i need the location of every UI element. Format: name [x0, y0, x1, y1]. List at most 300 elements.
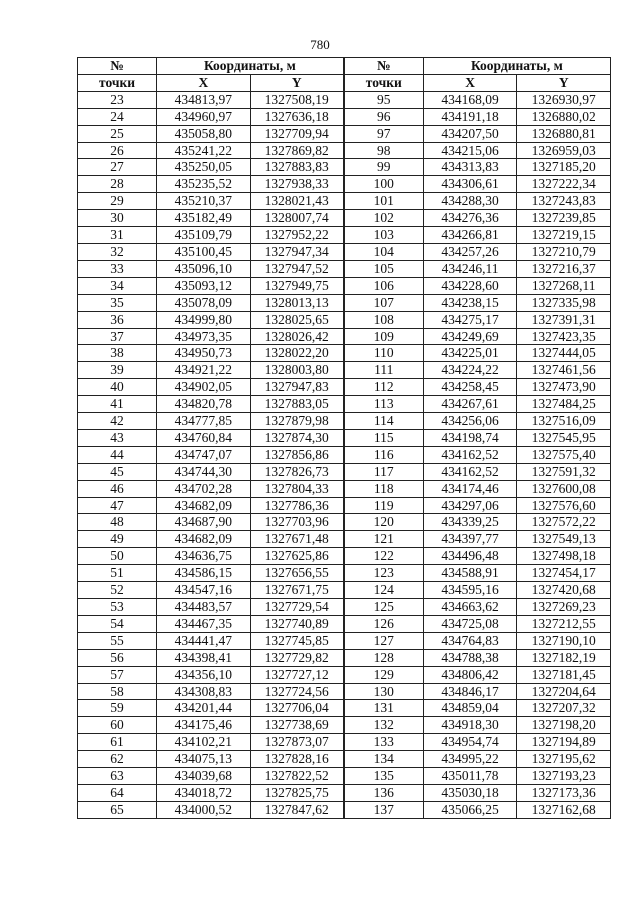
point-number-left: 32 — [78, 243, 157, 260]
point-number-right: 117 — [344, 463, 424, 480]
x-right: 434207,50 — [423, 125, 517, 142]
point-number-left: 41 — [78, 396, 157, 413]
point-number-right: 122 — [344, 548, 424, 565]
y-left: 1327727,12 — [250, 666, 344, 683]
y-left: 1327947,52 — [250, 260, 344, 277]
point-number-left: 46 — [78, 480, 157, 497]
x-right: 434297,06 — [423, 497, 517, 514]
point-number-header-right: № — [344, 58, 424, 75]
x-left: 434921,22 — [157, 362, 251, 379]
table-header-row — [78, 58, 611, 75]
table-row — [78, 531, 611, 548]
y-left: 1327822,52 — [250, 768, 344, 785]
y-left: 1327874,30 — [250, 429, 344, 446]
y-left: 1327826,73 — [250, 463, 344, 480]
x-left: 434483,57 — [157, 599, 251, 616]
y-left: 1327656,55 — [250, 565, 344, 582]
point-number-left: 42 — [78, 413, 157, 430]
x-left: 434950,73 — [157, 345, 251, 362]
point-number-left: 61 — [78, 734, 157, 751]
y-left: 1327879,98 — [250, 413, 344, 430]
table-row — [78, 734, 611, 751]
x-right: 434954,74 — [423, 734, 517, 751]
point-number-left: 55 — [78, 632, 157, 649]
y-left: 1327856,86 — [250, 446, 344, 463]
y-right: 1327239,85 — [517, 210, 611, 227]
y-right: 1327269,23 — [517, 599, 611, 616]
point-number-right: 115 — [344, 429, 424, 446]
x-left: 434973,35 — [157, 328, 251, 345]
y-left: 1327873,07 — [250, 734, 344, 751]
table-row — [78, 784, 611, 801]
x-left: 434702,28 — [157, 480, 251, 497]
x-left: 434813,97 — [157, 91, 251, 108]
x-left: 434636,75 — [157, 548, 251, 565]
y-right: 1326959,03 — [517, 142, 611, 159]
table-row — [78, 446, 611, 463]
y-header-right: Y — [517, 74, 611, 91]
table-row — [78, 599, 611, 616]
point-number-left: 33 — [78, 260, 157, 277]
point-number-left: 47 — [78, 497, 157, 514]
point-number-left: 57 — [78, 666, 157, 683]
table-row — [78, 514, 611, 531]
x-right: 434215,06 — [423, 142, 517, 159]
x-right: 434162,52 — [423, 463, 517, 480]
point-number-left: 23 — [78, 91, 157, 108]
x-left: 434308,83 — [157, 683, 251, 700]
y-right: 1327516,09 — [517, 413, 611, 430]
y-right: 1327185,20 — [517, 159, 611, 176]
point-number-right: 108 — [344, 311, 424, 328]
table-row — [78, 193, 611, 210]
y-right: 1327198,20 — [517, 717, 611, 734]
point-number-left: 27 — [78, 159, 157, 176]
y-right: 1327575,40 — [517, 446, 611, 463]
point-number-left: 63 — [78, 768, 157, 785]
x-right: 434228,60 — [423, 277, 517, 294]
y-right: 1327195,62 — [517, 751, 611, 768]
x-right: 434306,61 — [423, 176, 517, 193]
x-right: 434275,17 — [423, 311, 517, 328]
point-number-right: 109 — [344, 328, 424, 345]
point-number-right: 136 — [344, 784, 424, 801]
point-label-right: точки — [344, 74, 424, 91]
y-left: 1327636,18 — [250, 108, 344, 125]
y-right: 1327268,11 — [517, 277, 611, 294]
table-row — [78, 362, 611, 379]
x-right: 434198,74 — [423, 429, 517, 446]
point-number-left: 65 — [78, 801, 157, 818]
table-row — [78, 227, 611, 244]
x-right: 434224,22 — [423, 362, 517, 379]
y-left: 1327804,33 — [250, 480, 344, 497]
y-left: 1327738,69 — [250, 717, 344, 734]
point-number-right: 121 — [344, 531, 424, 548]
y-right: 1327572,22 — [517, 514, 611, 531]
table-row — [78, 311, 611, 328]
x-right: 434846,17 — [423, 683, 517, 700]
point-number-right: 125 — [344, 599, 424, 616]
x-right: 434266,81 — [423, 227, 517, 244]
table-row — [78, 277, 611, 294]
y-right: 1327162,68 — [517, 801, 611, 818]
y-left: 1327671,48 — [250, 531, 344, 548]
x-right: 434225,01 — [423, 345, 517, 362]
x-right: 434258,45 — [423, 379, 517, 396]
point-number-left: 62 — [78, 751, 157, 768]
point-number-left: 37 — [78, 328, 157, 345]
x-left: 434201,44 — [157, 700, 251, 717]
y-left: 1327625,86 — [250, 548, 344, 565]
y-left: 1327671,75 — [250, 582, 344, 599]
x-left: 435078,09 — [157, 294, 251, 311]
y-left: 1328021,43 — [250, 193, 344, 210]
point-number-right: 124 — [344, 582, 424, 599]
y-right: 1326880,81 — [517, 125, 611, 142]
y-left: 1327947,83 — [250, 379, 344, 396]
x-left: 434398,41 — [157, 649, 251, 666]
point-number-left: 51 — [78, 565, 157, 582]
x-left: 435241,22 — [157, 142, 251, 159]
y-left: 1327729,82 — [250, 649, 344, 666]
x-left: 435250,05 — [157, 159, 251, 176]
x-left: 434902,05 — [157, 379, 251, 396]
x-left: 434441,47 — [157, 632, 251, 649]
y-right: 1326930,97 — [517, 91, 611, 108]
point-number-right: 126 — [344, 615, 424, 632]
y-left: 1327947,34 — [250, 243, 344, 260]
point-number-right: 135 — [344, 768, 424, 785]
y-left: 1327729,54 — [250, 599, 344, 616]
x-right: 434339,25 — [423, 514, 517, 531]
table-row — [78, 210, 611, 227]
point-number-left: 59 — [78, 700, 157, 717]
y-right: 1327190,10 — [517, 632, 611, 649]
point-number-right: 133 — [344, 734, 424, 751]
point-number-right: 97 — [344, 125, 424, 142]
x-right: 434397,77 — [423, 531, 517, 548]
table-row — [78, 717, 611, 734]
x-right: 435030,18 — [423, 784, 517, 801]
table-row — [78, 700, 611, 717]
point-label-left: точки — [78, 74, 157, 91]
x-right: 434595,16 — [423, 582, 517, 599]
table-row — [78, 108, 611, 125]
x-left: 435182,49 — [157, 210, 251, 227]
point-number-right: 130 — [344, 683, 424, 700]
x-right: 434725,08 — [423, 615, 517, 632]
point-number-left: 24 — [78, 108, 157, 125]
x-left: 434547,16 — [157, 582, 251, 599]
x-right: 434313,83 — [423, 159, 517, 176]
table-row — [78, 294, 611, 311]
y-left: 1327869,82 — [250, 142, 344, 159]
x-left: 434075,13 — [157, 751, 251, 768]
point-number-left: 54 — [78, 615, 157, 632]
x-right: 434288,30 — [423, 193, 517, 210]
y-right: 1327181,45 — [517, 666, 611, 683]
point-number-right: 110 — [344, 345, 424, 362]
point-number-right: 111 — [344, 362, 424, 379]
y-left: 1327724,56 — [250, 683, 344, 700]
y-left: 1328026,42 — [250, 328, 344, 345]
y-left: 1327938,33 — [250, 176, 344, 193]
point-number-right: 96 — [344, 108, 424, 125]
point-number-right: 132 — [344, 717, 424, 734]
point-number-left: 35 — [78, 294, 157, 311]
x-left: 434960,97 — [157, 108, 251, 125]
coordinates-header-right: Координаты, м — [423, 58, 610, 75]
point-number-right: 137 — [344, 801, 424, 818]
x-left: 435235,52 — [157, 176, 251, 193]
x-right: 434256,06 — [423, 413, 517, 430]
x-left: 435058,80 — [157, 125, 251, 142]
x-left: 434687,90 — [157, 514, 251, 531]
point-number-right: 101 — [344, 193, 424, 210]
y-left: 1327847,62 — [250, 801, 344, 818]
x-right: 434191,18 — [423, 108, 517, 125]
y-right: 1327484,25 — [517, 396, 611, 413]
y-right: 1327461,56 — [517, 362, 611, 379]
table-row — [78, 649, 611, 666]
table-row — [78, 632, 611, 649]
point-number-left: 50 — [78, 548, 157, 565]
x-right: 434859,04 — [423, 700, 517, 717]
y-right: 1327216,37 — [517, 260, 611, 277]
point-number-right: 129 — [344, 666, 424, 683]
point-number-left: 52 — [78, 582, 157, 599]
table-subheader-row — [78, 74, 611, 91]
point-number-left: 56 — [78, 649, 157, 666]
table-row — [78, 345, 611, 362]
y-right: 1327222,34 — [517, 176, 611, 193]
x-right: 434764,83 — [423, 632, 517, 649]
point-number-left: 30 — [78, 210, 157, 227]
coordinates-table — [77, 57, 611, 819]
point-number-left: 43 — [78, 429, 157, 446]
y-left: 1327828,16 — [250, 751, 344, 768]
x-right: 434806,42 — [423, 666, 517, 683]
table-row — [78, 615, 611, 632]
x-left: 435093,12 — [157, 277, 251, 294]
point-number-right: 128 — [344, 649, 424, 666]
y-header-left: Y — [250, 74, 344, 91]
x-right: 434168,09 — [423, 91, 517, 108]
y-right: 1327420,68 — [517, 582, 611, 599]
x-right: 434238,15 — [423, 294, 517, 311]
y-right: 1327454,17 — [517, 565, 611, 582]
y-right: 1327423,35 — [517, 328, 611, 345]
y-right: 1327207,32 — [517, 700, 611, 717]
y-right: 1327391,31 — [517, 311, 611, 328]
y-right: 1327444,05 — [517, 345, 611, 362]
x-right: 434788,38 — [423, 649, 517, 666]
x-right: 434257,26 — [423, 243, 517, 260]
table-row — [78, 142, 611, 159]
x-header-left: X — [157, 74, 251, 91]
point-number-right: 120 — [344, 514, 424, 531]
y-left: 1328013,13 — [250, 294, 344, 311]
x-left: 434102,21 — [157, 734, 251, 751]
point-number-left: 53 — [78, 599, 157, 616]
table-row — [78, 260, 611, 277]
table-row — [78, 396, 611, 413]
y-right: 1327219,15 — [517, 227, 611, 244]
y-right: 1327576,60 — [517, 497, 611, 514]
point-number-right: 104 — [344, 243, 424, 260]
point-number-left: 34 — [78, 277, 157, 294]
x-left: 434356,10 — [157, 666, 251, 683]
x-left: 435100,45 — [157, 243, 251, 260]
y-right: 1327600,08 — [517, 480, 611, 497]
point-number-right: 131 — [344, 700, 424, 717]
y-left: 1328025,65 — [250, 311, 344, 328]
table-row — [78, 176, 611, 193]
y-right: 1327243,83 — [517, 193, 611, 210]
y-right: 1327193,23 — [517, 768, 611, 785]
x-left: 434760,84 — [157, 429, 251, 446]
point-number-left: 60 — [78, 717, 157, 734]
table-row — [78, 801, 611, 818]
table-row — [78, 565, 611, 582]
page-number: 780 — [310, 37, 330, 52]
x-right: 434174,46 — [423, 480, 517, 497]
point-number-left: 48 — [78, 514, 157, 531]
x-left: 435210,37 — [157, 193, 251, 210]
y-left: 1327883,83 — [250, 159, 344, 176]
y-right: 1327194,89 — [517, 734, 611, 751]
x-left: 434467,35 — [157, 615, 251, 632]
point-number-right: 105 — [344, 260, 424, 277]
x-right: 434663,62 — [423, 599, 517, 616]
table-row — [78, 683, 611, 700]
y-right: 1327549,13 — [517, 531, 611, 548]
y-right: 1327210,79 — [517, 243, 611, 260]
x-right: 434162,52 — [423, 446, 517, 463]
table-row — [78, 91, 611, 108]
x-right: 434496,48 — [423, 548, 517, 565]
table-row — [78, 243, 611, 260]
point-number-left: 64 — [78, 784, 157, 801]
table-row — [78, 582, 611, 599]
y-right: 1327498,18 — [517, 548, 611, 565]
table-row — [78, 328, 611, 345]
x-left: 434820,78 — [157, 396, 251, 413]
point-number-right: 102 — [344, 210, 424, 227]
x-left: 434000,52 — [157, 801, 251, 818]
x-left: 434018,72 — [157, 784, 251, 801]
table-body — [78, 91, 611, 818]
y-right: 1327204,64 — [517, 683, 611, 700]
point-number-left: 49 — [78, 531, 157, 548]
table-row — [78, 379, 611, 396]
table-row — [78, 413, 611, 430]
x-left: 434747,07 — [157, 446, 251, 463]
table-row — [78, 497, 611, 514]
y-right: 1327182,19 — [517, 649, 611, 666]
point-number-right: 100 — [344, 176, 424, 193]
y-right: 1327173,36 — [517, 784, 611, 801]
y-left: 1327883,05 — [250, 396, 344, 413]
x-right: 434995,22 — [423, 751, 517, 768]
y-left: 1328003,80 — [250, 362, 344, 379]
point-number-left: 38 — [78, 345, 157, 362]
y-left: 1328007,74 — [250, 210, 344, 227]
point-number-right: 103 — [344, 227, 424, 244]
point-number-right: 112 — [344, 379, 424, 396]
point-number-right: 99 — [344, 159, 424, 176]
x-left: 434586,15 — [157, 565, 251, 582]
point-number-right: 114 — [344, 413, 424, 430]
x-right: 434249,69 — [423, 328, 517, 345]
y-right: 1327212,55 — [517, 615, 611, 632]
y-left: 1327825,75 — [250, 784, 344, 801]
point-number-left: 28 — [78, 176, 157, 193]
table-row — [78, 463, 611, 480]
y-right: 1326880,02 — [517, 108, 611, 125]
point-number-right: 106 — [344, 277, 424, 294]
x-right: 435066,25 — [423, 801, 517, 818]
y-left: 1327745,85 — [250, 632, 344, 649]
x-left: 434175,46 — [157, 717, 251, 734]
point-number-left: 39 — [78, 362, 157, 379]
table-row — [78, 548, 611, 565]
x-left: 434039,68 — [157, 768, 251, 785]
point-number-right: 95 — [344, 91, 424, 108]
table-row — [78, 751, 611, 768]
y-left: 1327703,96 — [250, 514, 344, 531]
x-right: 434267,61 — [423, 396, 517, 413]
y-left: 1327786,36 — [250, 497, 344, 514]
point-number-left: 31 — [78, 227, 157, 244]
x-right: 434918,30 — [423, 717, 517, 734]
point-number-left: 40 — [78, 379, 157, 396]
x-header-right: X — [423, 74, 517, 91]
y-right: 1327335,98 — [517, 294, 611, 311]
x-right: 434246,11 — [423, 260, 517, 277]
table-row — [78, 159, 611, 176]
x-left: 434999,80 — [157, 311, 251, 328]
point-number-header-left: № — [78, 58, 157, 75]
y-left: 1327508,19 — [250, 91, 344, 108]
x-left: 434777,85 — [157, 413, 251, 430]
y-right: 1327591,32 — [517, 463, 611, 480]
point-number-right: 116 — [344, 446, 424, 463]
x-right: 434276,36 — [423, 210, 517, 227]
y-left: 1327709,94 — [250, 125, 344, 142]
x-right: 435011,78 — [423, 768, 517, 785]
y-right: 1327473,90 — [517, 379, 611, 396]
point-number-right: 123 — [344, 565, 424, 582]
point-number-left: 58 — [78, 683, 157, 700]
x-left: 434682,09 — [157, 531, 251, 548]
y-left: 1327952,22 — [250, 227, 344, 244]
y-left: 1327706,04 — [250, 700, 344, 717]
point-number-left: 29 — [78, 193, 157, 210]
x-left: 434744,30 — [157, 463, 251, 480]
point-number-left: 26 — [78, 142, 157, 159]
point-number-left: 36 — [78, 311, 157, 328]
x-left: 434682,09 — [157, 497, 251, 514]
y-left: 1327949,75 — [250, 277, 344, 294]
x-left: 435109,79 — [157, 227, 251, 244]
point-number-right: 113 — [344, 396, 424, 413]
point-number-left: 25 — [78, 125, 157, 142]
point-number-left: 44 — [78, 446, 157, 463]
point-number-right: 127 — [344, 632, 424, 649]
table-row — [78, 480, 611, 497]
